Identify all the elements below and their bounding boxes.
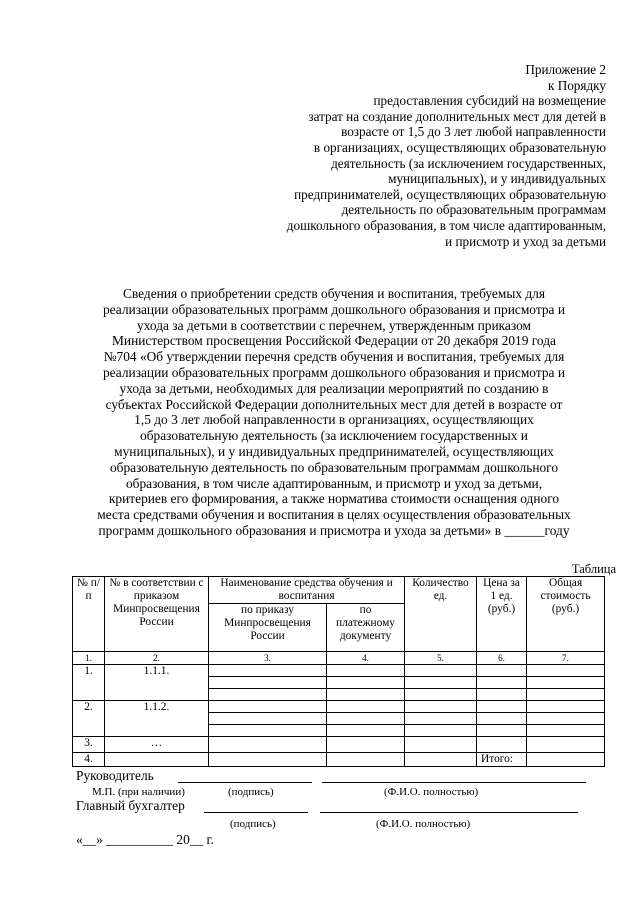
cell <box>327 689 405 701</box>
cell <box>209 701 327 713</box>
cell <box>327 725 405 737</box>
heading-line: реализации образовательных программ дошкольного образования и присмотра и <box>102 364 565 380</box>
table-row <box>73 737 605 753</box>
heading-line: образования, в том числе адаптированным, и присмотр и уход за детьми, <box>125 475 543 491</box>
row-num: 2. <box>73 701 105 737</box>
cell <box>405 677 477 689</box>
cell <box>209 753 327 767</box>
cell <box>405 737 477 753</box>
cell <box>209 689 327 701</box>
cell <box>477 725 527 737</box>
head-fio-caption: (Ф.И.О. полностью) <box>384 786 479 798</box>
cell <box>477 665 527 677</box>
cell <box>327 737 405 753</box>
header-num: № п/п <box>73 577 105 652</box>
header-name-by-doc: по платежному документу <box>327 604 405 652</box>
cell <box>209 725 327 737</box>
cell <box>527 713 605 725</box>
row-code: 1.1.1. <box>105 665 209 701</box>
acquisition-table <box>72 576 605 767</box>
heading-line: образовательную деятельность (за исключением государственных и <box>140 428 528 444</box>
col-number: 3. <box>209 652 327 665</box>
col-number: 5. <box>405 652 477 665</box>
heading-line: муниципальных), и у индивидуальных предпринимателей, осуществляющих <box>114 443 554 459</box>
appendix-line: дошкольного образования, в том числе адаптированным, <box>286 217 606 233</box>
appendix-line: в организациях, осуществляющих образовательную <box>313 139 606 155</box>
cell <box>405 753 477 767</box>
heading-line: Министерством просвещения Российской Федерации от 20 декабря 2019 года <box>112 333 556 349</box>
col-number: 7. <box>527 652 605 665</box>
row-num: 3. <box>73 737 105 753</box>
header-name: Наименование средства обучения и воспитания <box>209 577 405 604</box>
header-name-by-order: по приказу Минпросвещения России <box>209 604 327 652</box>
cell <box>327 713 405 725</box>
cell <box>405 701 477 713</box>
appendix-line: предоставления субсидий на возмещение <box>373 93 606 109</box>
cell <box>527 689 605 701</box>
heading-line: субъектах Российской Федерации дополнительных мест для детей в возрасте от <box>105 396 563 412</box>
cell <box>477 677 527 689</box>
heading-line: ухода за детьми в соответствии с перечнем, утвержденным приказом <box>137 317 531 333</box>
cell <box>405 725 477 737</box>
cell <box>327 665 405 677</box>
appendix-line: затрат на создание дополнительных мест для детей в <box>308 108 606 124</box>
table-row <box>73 665 605 677</box>
appendix-line: и присмотр и уход за детьми <box>445 233 606 249</box>
row-num: 1. <box>73 665 105 701</box>
appendix-line: деятельность (за исключением государственных, <box>331 155 606 171</box>
cell <box>209 713 327 725</box>
stamp-label: М.П. (при наличии) <box>92 786 185 798</box>
cell <box>405 713 477 725</box>
cell <box>527 737 605 753</box>
heading-line: критериев его формирования, а также норматива стоимости оснащения одного <box>108 491 560 507</box>
heading-line: 1,5 до 3 лет любой направленности в организациях, осуществляющих <box>134 412 534 428</box>
column-numbers-row <box>73 652 605 665</box>
row-num: 4. <box>73 753 105 767</box>
accountant-signature-caption: (подпись) <box>230 818 276 830</box>
document-heading <box>64 286 604 539</box>
heading-line: Сведения о приобретении средств обучения и воспитания, требуемых для <box>122 286 546 301</box>
cell <box>209 665 327 677</box>
heading-line: ухода за детьми, необходимых для реализации мероприятий по созданию в <box>119 380 549 396</box>
header-total: Общая стоимость (руб.) <box>527 577 605 652</box>
table-label: Таблица <box>571 562 616 576</box>
appendix-line: возрасте от 1,5 до 3 лет любой направленности <box>341 124 606 140</box>
accountant-fio-caption: (Ф.И.О. полностью) <box>376 818 471 830</box>
cell <box>477 689 527 701</box>
header-order-num: № в соответствии с приказом Минпросвещения России <box>105 577 209 652</box>
heading-line: программ дошкольного образования и присмотра и ухода за детьми» в ______году <box>98 522 570 538</box>
col-number: 6. <box>477 652 527 665</box>
cell <box>477 737 527 753</box>
cell <box>527 677 605 689</box>
cell <box>477 713 527 725</box>
heading-line: №704 «Об утверждении перечня средств обучения и воспитания, требуемых для <box>103 349 565 365</box>
cell <box>405 689 477 701</box>
appendix-header <box>206 62 606 249</box>
header-price: Цена за 1 ед. (руб.) <box>477 577 527 652</box>
appendix-line: муниципальных), и у индивидуальных <box>388 171 606 187</box>
cell <box>527 725 605 737</box>
appendix-line: к Порядку <box>547 77 606 93</box>
table-row <box>73 701 605 713</box>
accountant-fio-line <box>320 812 578 813</box>
cell <box>209 677 327 689</box>
col-number: 4. <box>327 652 405 665</box>
cell <box>209 737 327 753</box>
date-field: «__» __________ 20__ г. <box>76 832 214 847</box>
col-number: 1. <box>73 652 105 665</box>
accountant-label: Главный бухгалтер <box>76 798 185 813</box>
total-value-cell <box>527 753 605 767</box>
heading-line: реализации образовательных программ дошкольного образования и присмотра и <box>102 301 565 317</box>
row-code <box>105 753 209 767</box>
heading-line: места средствами обучения и воспитания в целях осуществления образовательных <box>97 507 571 523</box>
total-label: Итого: <box>477 753 527 767</box>
head-fio-line <box>322 782 586 783</box>
appendix-line: Приложение 2 <box>525 62 606 77</box>
cell <box>327 753 405 767</box>
appendix-line: предпринимателей, осуществляющих образовательную <box>294 186 606 202</box>
head-label: Руководитель <box>76 768 154 783</box>
head-signature-line <box>178 782 312 783</box>
cell <box>527 665 605 677</box>
cell <box>527 701 605 713</box>
cell <box>327 677 405 689</box>
head-signature-caption: (подпись) <box>228 786 274 798</box>
appendix-line: деятельность по образовательным программам <box>341 202 606 218</box>
row-code: … <box>105 737 209 753</box>
cell <box>477 701 527 713</box>
col-number: 2. <box>105 652 209 665</box>
header-qty: Количество ед. <box>405 577 477 652</box>
cell <box>405 665 477 677</box>
heading-line: образовательную деятельность по образовательным программам дошкольного <box>109 459 559 475</box>
cell <box>327 701 405 713</box>
row-code: 1.1.2. <box>105 701 209 737</box>
table-row-total <box>73 753 605 767</box>
accountant-signature-line <box>204 812 308 813</box>
